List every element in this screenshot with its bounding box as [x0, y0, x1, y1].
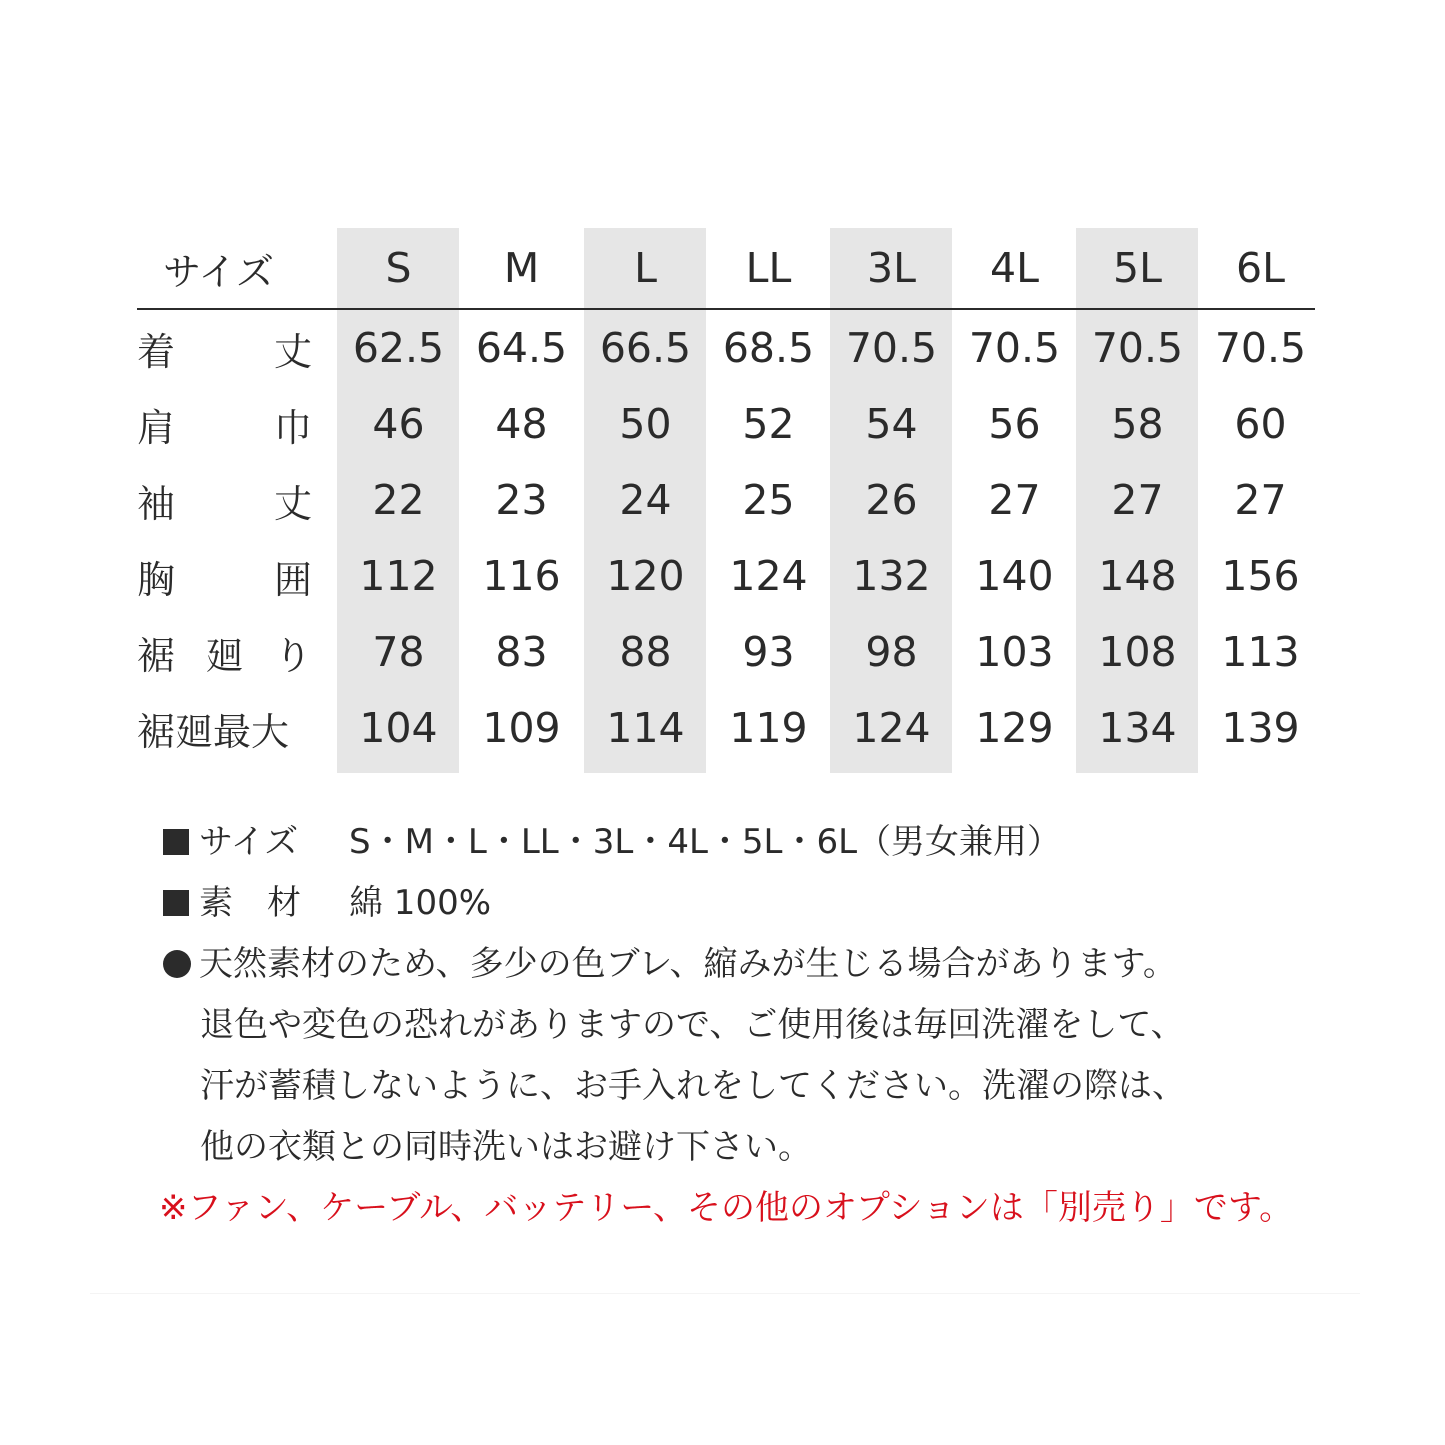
- table-cell: 48: [495, 400, 548, 448]
- table-cell: 134: [1098, 704, 1177, 752]
- size-header-5l: 5L: [1113, 244, 1162, 292]
- note-material-value: 綿 100%: [349, 883, 492, 923]
- note-sizes: [163, 812, 1343, 873]
- table-row: [137, 310, 1315, 386]
- size-header-s: S: [385, 244, 412, 292]
- row-label-hem: 裾 廻 り: [137, 633, 312, 678]
- table-cell: 64.5: [475, 324, 568, 372]
- table-cell: 83: [495, 628, 548, 676]
- note-material-key: 素 材: [199, 883, 301, 923]
- care-line: 汗が蓄積しないように、お手入れをしてください。洗濯の際は、: [200, 1066, 1186, 1106]
- table-cell: 88: [619, 628, 672, 676]
- table-cell: 66.5: [599, 324, 692, 372]
- table-cell: 27: [1111, 476, 1164, 524]
- note-care-cont: [163, 995, 1343, 1056]
- care-line: 天然素材のため、多少の色ブレ、縮みが生じる場合があります。: [199, 944, 1177, 984]
- row-label-sleeve: 袖 丈: [137, 481, 312, 526]
- care-line: 他の衣類との同時洗いはお避け下さい。: [200, 1127, 812, 1167]
- table-cell: 22: [372, 476, 425, 524]
- table-cell: 103: [975, 628, 1054, 676]
- table-cell: 109: [482, 704, 561, 752]
- care-line: 退色や変色の恐れがありますので、ご使用後は毎回洗濯をして、: [200, 1005, 1185, 1045]
- table-cell: 50: [619, 400, 672, 448]
- table-cell: 58: [1111, 400, 1164, 448]
- table-cell: 68.5: [722, 324, 815, 372]
- table-cell: 56: [988, 400, 1041, 448]
- table-cell: 25: [742, 476, 795, 524]
- table-cell: 114: [606, 704, 685, 752]
- table-cell: 104: [359, 704, 438, 752]
- table-cell: 124: [729, 552, 808, 600]
- row-label-hem-max: 裾廻最大: [137, 709, 290, 754]
- table-cell: 148: [1098, 552, 1177, 600]
- table-cell: 26: [865, 476, 918, 524]
- table-cell: 132: [852, 552, 931, 600]
- table-cell: 119: [729, 704, 808, 752]
- table-row: [137, 614, 1315, 690]
- size-header-m: M: [503, 244, 540, 292]
- table-cell: 78: [372, 628, 425, 676]
- table-cell: 113: [1221, 628, 1300, 676]
- table-cell: 70.5: [968, 324, 1061, 372]
- size-header-4l: 4L: [990, 244, 1039, 292]
- note-care: [163, 934, 1343, 995]
- table-cell: 156: [1221, 552, 1300, 600]
- table-cell: 108: [1098, 628, 1177, 676]
- table-cell: 70.5: [1091, 324, 1184, 372]
- options-sold-separately-warning: ※ファン、ケーブル、バッテリー、その他のオプションは「別売り」です。: [159, 1188, 1294, 1228]
- table-cell: 60: [1234, 400, 1287, 448]
- header-label: サイズ: [163, 249, 274, 294]
- size-header-l: L: [634, 244, 657, 292]
- table-row: [137, 386, 1315, 462]
- row-label-shoulder: 肩 巾: [137, 405, 312, 450]
- row-label-length: 着 丈: [137, 329, 312, 374]
- table-cell: 23: [495, 476, 548, 524]
- table-cell: 120: [606, 552, 685, 600]
- table-cell: 27: [988, 476, 1041, 524]
- table-row: [137, 462, 1315, 538]
- table-cell: 112: [359, 552, 438, 600]
- size-header-3l: 3L: [867, 244, 916, 292]
- note-care-cont: [163, 1117, 1343, 1178]
- table-row: [137, 538, 1315, 614]
- table-cell: 24: [619, 476, 672, 524]
- table-cell: 98: [865, 628, 918, 676]
- table-cell: 93: [742, 628, 795, 676]
- table-cell: 54: [865, 400, 918, 448]
- table-cell: 124: [852, 704, 931, 752]
- table-cell: 52: [742, 400, 795, 448]
- size-header-ll: LL: [745, 244, 792, 292]
- table-cell: 46: [372, 400, 425, 448]
- table-cell: 116: [482, 552, 561, 600]
- square-bullet-icon: [163, 829, 189, 855]
- table-row: [137, 690, 1315, 766]
- table-cell: 70.5: [1214, 324, 1307, 372]
- table-cell: 62.5: [352, 324, 445, 372]
- row-label-chest: 胸 囲: [137, 557, 312, 602]
- size-header-6l: 6L: [1236, 244, 1285, 292]
- note-sizes-value: S・M・L・LL・3L・4L・5L・6L（男女兼用）: [349, 822, 1062, 862]
- table-cell: 27: [1234, 476, 1287, 524]
- size-table: [137, 228, 1315, 766]
- table-cell: 140: [975, 552, 1054, 600]
- divider: [90, 1293, 1360, 1294]
- product-notes: [159, 812, 1343, 1239]
- note-sizes-key: サイズ: [199, 822, 299, 862]
- table-cell: 129: [975, 704, 1054, 752]
- note-material: [163, 873, 1343, 934]
- square-bullet-icon: [163, 890, 189, 916]
- table-header-row: [137, 228, 1315, 310]
- note-care-cont: [163, 1056, 1343, 1117]
- table-cell: 139: [1221, 704, 1300, 752]
- circle-bullet-icon: [163, 950, 191, 978]
- table-cell: 70.5: [845, 324, 938, 372]
